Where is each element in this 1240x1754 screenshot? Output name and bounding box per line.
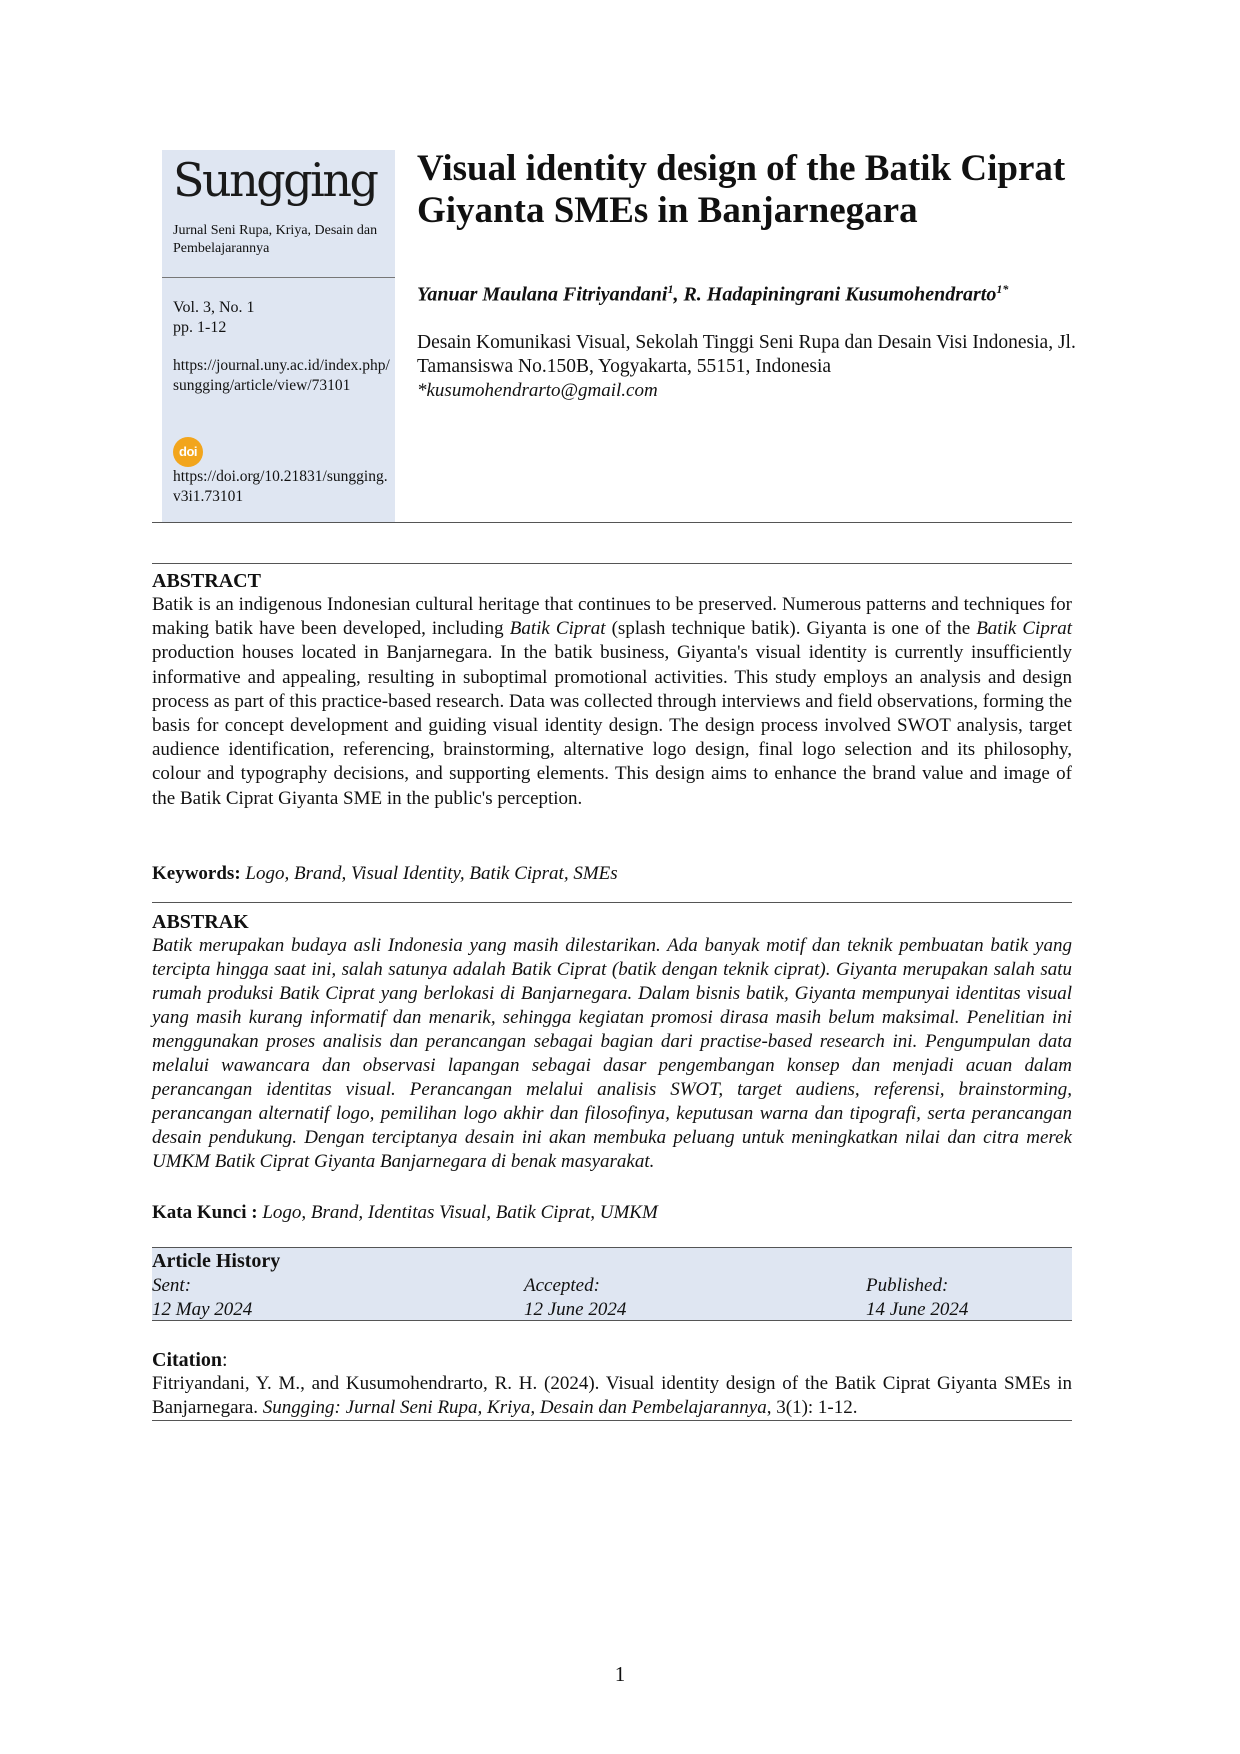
abstract-heading: ABSTRACT [152,570,261,592]
sent-label: Sent: [152,1275,192,1296]
published-label: Published: [866,1275,949,1296]
article-history-heading: Article History [152,1250,281,1272]
history-top-rule [152,1247,1072,1248]
article-url-link[interactable]: https://journal.uny.ac.id/index.php/sungging/article/view/73101 [173,357,390,394]
affiliation: Desain Komunikasi Visual, Sekolah Tinggi Seni Rupa dan Desain Visi Indonesia, Jl. Tamansiswa No.150B, Yogyakarta, 55151, Indonesia [417,332,1076,377]
citation-text: Fitriyandani, Y. M., and Kusumohendrarto, R. H. (2024). Visual identity design of the Batik Ciprat Giyanta SMEs in Banjarnegara. Sungging: Jurnal Seni Rupa, Kriya, Desain dan Pembelajarannya, 3(1): 1-12. [152,1373,1072,1418]
header-rule [152,522,1072,523]
citation-heading: Citation: [152,1349,228,1371]
sidebar-divider [162,277,395,278]
journal-pages: pp. 1-12 [173,319,227,336]
citation-journal: Sungging: Jurnal Seni Rupa, Kriya, Desain dan Pembelajarannya [262,1397,767,1418]
citation-bottom-rule [152,1420,1072,1421]
abstrak-text: Batik merupakan budaya asli Indonesia yang masih dilestarikan. Ada banyak motif dan teknik pembuatan batik yang tercipta hingga saat ini, salah satunya adalah Batik Ciprat (batik dengan teknik ciprat). Giyanta merupakan salah satu rumah produksi Batik Ciprat yang berlokasi di Banjarnegara. Dalam bisnis batik, Giyanta mempunyai identitas visual yang masih kurang informatif dan menarik, sehingga kegiatan promosi dirasa masih belum maksimal. Penelitian ini menggunakan proses analisis dan perancangan sebagai bagian dari practise-based research ini. Pengumpulan data melalui wawancara dan observasi lapangan sebagai dasar pengembangan konsep dan menjadi acuan dalam perancangan identitas visual. Perancangan melalui analisis SWOT, target audiens, referensi, brainstorming, perancangan alternatif logo, pemilihan logo akhir dan filosofinya, keputusan warna dan tipografi, serta perancangan desain pendukung. Dengan terciptanya desain ini akan membuka peluang untuk meningkatkan nilai dan citra merek UMKM Batik Ciprat Giyanta Banjarnegara di benak masyarakat. [152,935,1072,1172]
accepted-label: Accepted: [524,1275,600,1296]
author-1: Yanuar Maulana Fitriyandani [417,283,668,306]
doi-icon: doi [173,437,203,467]
author-separator: , [673,283,684,306]
journal-logo: Sungging [173,153,377,207]
term-batik-ciprat: Batik Ciprat [509,618,606,640]
keywords-label: Keywords: [152,863,241,884]
doi-link[interactable]: https://doi.org/10.21831/sungging.v3i1.73101 [173,468,388,505]
journal-subtitle: Jurnal Seni Rupa, Kriya, Desain dan Pembelajarannya [173,223,378,256]
journal-volume: Vol. 3, No. 1 [173,299,255,316]
author-1-affil: 1 [667,282,674,296]
kata-kunci [152,1201,658,1225]
abstrak-heading: ABSTRAK [152,911,249,933]
author-2-affil: 1* [996,282,1009,296]
kata-kunci-label: Kata Kunci : [152,1202,258,1223]
sent-date: 12 May 2024 [152,1299,253,1320]
keywords [152,862,618,886]
paper-title: Visual identity design of the Batik Ciprat Giyanta SMEs in Banjarnegara [417,148,1066,231]
abstract-text: Batik is an indigenous Indonesian cultural heritage that continues to be preserved. Numerous patterns and techniques for making batik have been developed, including Batik Ciprat (splash technique batik). Giyanta is one of the Batik Ciprat production houses located in Banjarnegara. In the batik business, Giyanta's visual identity is currently insufficiently informative and appealing, resulting in suboptimal promotional activities. This study employs an analysis and design process as part of this practice-based research. Data was collected through interviews and field observations, forming the basis for concept development and guiding visual identity design. The design process involved SWOT analysis, target audience identification, referencing, brainstorming, alternative logo design, final logo selection and its philosophy, colour and typography decisions, and supporting elements. This design aims to enhance the brand value and image of the Batik Ciprat Giyanta SME in the public's perception. [152,594,1072,809]
author-2: R. Hadapiningrani Kusumohendrarto [683,283,997,306]
corresponding-email[interactable]: *kusumohendrarto@gmail.com [417,380,658,401]
term-batik-ciprat: Batik Ciprat [976,618,1072,640]
published-date: 14 June 2024 [866,1299,969,1320]
accepted-date: 12 June 2024 [524,1299,627,1320]
keywords-list: Logo, Brand, Visual Identity, Batik Ciprat, SMEs [245,863,618,884]
page-number: 1 [614,1662,626,1686]
kata-kunci-list: Logo, Brand, Identitas Visual, Batik Ciprat, UMKM [262,1202,658,1223]
abstrak-top-rule [152,902,1072,903]
abstract-top-rule [152,563,1072,564]
authors [417,276,1067,308]
